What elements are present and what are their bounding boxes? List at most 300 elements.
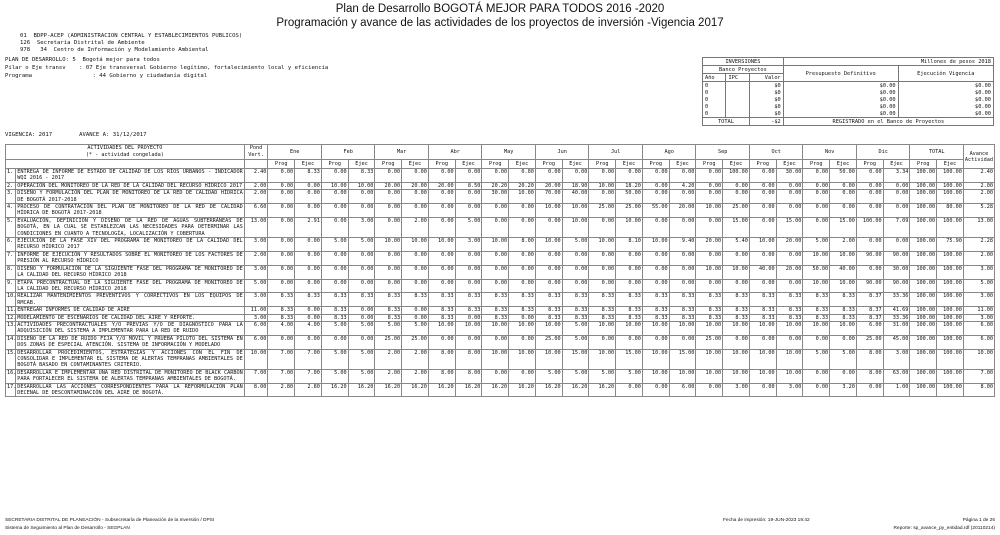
prog-value: 0.00	[642, 265, 669, 279]
prog-value: 40.00	[749, 265, 776, 279]
inv-registrado: REGISTRADO en el Banco de Proyectos	[783, 118, 993, 126]
avance-value: 5.28	[963, 204, 994, 218]
ejec-value: 0.00	[616, 265, 643, 279]
ejec-header: Ejec	[509, 160, 536, 169]
ejec-value: 8.00	[509, 238, 536, 252]
pond-value: 7.00	[244, 369, 268, 383]
prog-value: 0.00	[642, 251, 669, 265]
ejec-value: 0.00	[723, 190, 750, 204]
prog-value: 8.33	[375, 307, 402, 314]
activity-number: 11.	[7, 307, 17, 314]
ejec-value: 20.00	[776, 265, 803, 279]
ejec-value: 5.00	[348, 349, 375, 369]
prog-value: 0.00	[856, 383, 883, 397]
prog-value: 0.00	[535, 251, 562, 265]
avance-value: 11.00	[963, 307, 994, 314]
ejec-value: 5.00	[348, 369, 375, 383]
prog-value: 8.33	[803, 293, 830, 307]
prog-value: 0.00	[321, 251, 348, 265]
ejec-value: 40.00	[562, 190, 589, 204]
footer-fecha: Fecha de impresión: 19-JUN-2023 19:42	[723, 518, 810, 523]
ejec-value: 10.00	[723, 369, 750, 383]
ejec-value: 100.00	[937, 383, 964, 397]
prog-value: 10.00	[803, 279, 830, 293]
prog-value: 0.00	[803, 217, 830, 237]
ejec-value: 0.00	[402, 169, 429, 183]
activity-number: 2.	[6, 182, 16, 189]
prog-value: 10.00	[696, 204, 723, 218]
prog-value: 8.33	[321, 314, 348, 321]
ejec-value: 0.00	[455, 190, 482, 204]
prog-header: Prog	[268, 160, 295, 169]
inv-ipc-header: IPC	[726, 74, 749, 82]
prog-value: 0.00	[749, 182, 776, 189]
prog-value: 8.33	[321, 293, 348, 307]
prog-value: 8.33	[428, 307, 455, 314]
ejec-value: 8.33	[616, 307, 643, 314]
prog-header: Prog	[482, 160, 509, 169]
plan-line: Pilar o Eje transv : 07 Eje transversal Gobierno legítimo, fortalecimiento local y eficiencia	[5, 65, 329, 71]
ejec-value: 100.00	[937, 169, 964, 183]
inv-row	[703, 96, 994, 103]
ejec-value: 8.33	[830, 314, 857, 321]
prog-value: 10.00	[482, 321, 509, 335]
activity-number: 7.	[6, 251, 16, 265]
prog-value: 10.00	[642, 369, 669, 383]
ejec-header: Ejec	[723, 160, 750, 169]
ejec-value: 0.00	[295, 265, 322, 279]
ejec-header: Ejec	[402, 160, 429, 169]
prog-value: 10.00	[589, 182, 616, 189]
ejec-value: 0.00	[776, 190, 803, 204]
ejec-value: 4.00	[295, 321, 322, 335]
ejec-value: 8.33	[830, 293, 857, 307]
prog-value: 0.00	[589, 169, 616, 183]
footer-reporte: Reporte: sp_avance_py_entidad.rdf (20110214)	[893, 526, 995, 531]
ejec-value: 0.00	[402, 265, 429, 279]
prog-value: 0.00	[696, 190, 723, 204]
inv-anio: 0	[703, 82, 726, 90]
prog-value: 0.00	[803, 383, 830, 397]
ejec-value: 8.33	[348, 293, 375, 307]
ejec-value: 0.00	[883, 238, 910, 252]
ejec-value: 0.00	[509, 169, 536, 183]
activity-number: 13.	[6, 321, 16, 335]
ejec-value: 0.00	[562, 251, 589, 265]
month-header: Abr	[428, 145, 482, 160]
activity-description: DESARROLLAR LAS ACCIONES CORRESPONDIENTES PARA LA REFORMULACIÓN PLAN DECENAL DE DESCONTAMINACIÓN DEL AIRE DE BOGOTÁ.	[17, 383, 243, 396]
ejec-value: 8.33	[402, 293, 429, 307]
prog-value: 20.20	[482, 182, 509, 189]
ejec-value: 50.00	[616, 190, 643, 204]
ejec-value: 2.80	[295, 383, 322, 397]
activity-description: EJECUCIÓN DE LA FASE XIV DEL PROGRAMA DE MONITOREO DE LA CALIDAD DEL RECURSO HÍDRICO 2017	[17, 238, 243, 251]
prog-value: 10.00	[375, 238, 402, 252]
ejec-value: 33.36	[883, 293, 910, 307]
ejec-value: 0.00	[295, 204, 322, 218]
prog-value: 100.00	[856, 217, 883, 237]
prog-value: 8.33	[535, 307, 562, 314]
ejec-value: 0.00	[348, 265, 375, 279]
prog-value: 0.00	[642, 279, 669, 293]
prog-value: 10.00	[535, 204, 562, 218]
prog-value: 25.00	[856, 335, 883, 349]
ejec-value: 3.34	[883, 169, 910, 183]
ejec-value: 8.33	[669, 314, 696, 321]
ejec-value: 15.00	[723, 217, 750, 237]
ejec-header: Ejec	[348, 160, 375, 169]
ejec-value: 0.00	[402, 190, 429, 204]
ejec-value: 8.10	[616, 238, 643, 252]
prog-value: 90.00	[856, 279, 883, 293]
inversiones-table	[702, 57, 994, 126]
ejec-value: 0.00	[402, 307, 429, 314]
prog-value: 0.00	[856, 265, 883, 279]
ejec-value: 0.00	[348, 204, 375, 218]
inv-presupuesto: $0.00	[783, 89, 898, 96]
ejec-value: 8.33	[562, 293, 589, 307]
pond-value: 8.00	[244, 383, 268, 397]
prog-value: 0.00	[642, 182, 669, 189]
activity-description: INFORME DE EJECUCIÓN Y RESULTADOS SOBRE EL MONITOREO DE LOS FACTORES DE PRESIÓN AL RECURSO HÍDRICO	[17, 251, 243, 265]
avance-value: 3.00	[963, 265, 994, 279]
ejec-value: 100.00	[937, 265, 964, 279]
ejec-value: 0.00	[669, 190, 696, 204]
ejec-value: 10.00	[348, 182, 375, 189]
prog-value: 8.33	[803, 307, 830, 314]
month-header: Dic	[856, 145, 910, 160]
month-header: Ago	[642, 145, 696, 160]
prog-value: 10.00	[749, 238, 776, 252]
prog-value: 10.00	[642, 238, 669, 252]
prog-value: 8.33	[268, 307, 295, 314]
report-title: Plan de Desarrollo BOGOTÁ MEJOR PARA TODOS 2016 -2020	[335, 3, 665, 15]
prog-value: 0.00	[696, 383, 723, 397]
ejec-value: 0.00	[616, 335, 643, 349]
ejec-value: 0.00	[776, 182, 803, 189]
ejec-value: 0.00	[402, 314, 429, 321]
inv-anio: 0	[703, 110, 726, 118]
prog-value: 0.00	[268, 217, 295, 237]
activity-number: 3.	[6, 190, 16, 204]
prog-value: 20.00	[428, 182, 455, 189]
prog-value: 100.00	[910, 265, 937, 279]
ejec-value: 0.00	[776, 251, 803, 265]
prog-value: 0.00	[268, 190, 295, 204]
table-row	[6, 279, 995, 293]
ejec-value: 8.33	[723, 314, 750, 321]
prog-value: 8.33	[268, 293, 295, 307]
inv-presupuesto: $0.00	[783, 96, 898, 103]
prog-header: Prog	[375, 160, 402, 169]
ejec-value: 0.00	[348, 251, 375, 265]
footer-entity: SECRETARIA DISTRITAL DE PLANEACIÓN - Subsecretaría de Planeación de la Inversión / DPSI	[5, 518, 215, 523]
prog-value: 0.00	[375, 279, 402, 293]
ejec-value: 100.00	[937, 314, 964, 321]
ejec-value: 7.00	[295, 369, 322, 383]
ejec-value: 0.00	[402, 279, 429, 293]
prog-value: 0.00	[268, 279, 295, 293]
prog-value: 5.00	[321, 349, 348, 369]
entity-line: 126 Secretaría Distrital de Ambiente	[20, 40, 145, 46]
ejec-header: Ejec	[830, 160, 857, 169]
ejec-value: 100.00	[937, 279, 964, 293]
ejec-value: 0.00	[723, 182, 750, 189]
ejec-value: 5.00	[562, 321, 589, 335]
ejec-value: 15.00	[830, 217, 857, 237]
prog-value: 0.00	[749, 217, 776, 237]
prog-value: 0.00	[321, 335, 348, 349]
ejec-value: 1.00	[883, 383, 910, 397]
prog-value: 16.20	[321, 383, 348, 397]
prog-value: 8.33	[749, 293, 776, 307]
footer-pagina: Página 1 de 26	[962, 518, 995, 523]
ejec-value: 10.00	[562, 217, 589, 237]
entity-line: 978 34 Centro de Información y Modelamiento Ambiental	[20, 47, 209, 53]
prog-header: Prog	[535, 160, 562, 169]
activities-subheader	[6, 160, 245, 169]
ejec-value: 16.20	[348, 383, 375, 397]
ejec-value: 8.33	[455, 307, 482, 314]
prog-header: Prog	[696, 160, 723, 169]
prog-value: 8.33	[642, 314, 669, 321]
prog-value: 0.00	[482, 251, 509, 265]
inv-ipc	[726, 110, 749, 118]
table-row	[6, 182, 995, 189]
prog-value: 0.00	[268, 251, 295, 265]
ejec-value: 90.00	[883, 251, 910, 265]
avance-value: 13.00	[963, 217, 994, 237]
ejec-value: 0.00	[295, 279, 322, 293]
ejec-value: 7.09	[883, 217, 910, 237]
prog-value: 100.00	[910, 321, 937, 335]
ejec-value: 33.36	[883, 314, 910, 321]
ejec-value: 6.00	[669, 383, 696, 397]
ejec-value: 8.33	[830, 307, 857, 314]
prog-value: 10.00	[428, 238, 455, 252]
prog-value: 0.00	[482, 265, 509, 279]
ejec-value: 100.00	[723, 169, 750, 183]
prog-value: 10.00	[696, 265, 723, 279]
activities-header: ACTIVIDADES DEL PROYECTO (* - actividad congelada)	[6, 145, 245, 160]
avance-value: 10.00	[963, 349, 994, 369]
activity-description: DISEÑO Y FORMULACIÓN DEL PLAN DE MONITOREO DE LA RED DE CALIDAD HÍDRICA DE BOGOTÁ 2017-2018	[17, 190, 243, 203]
ejec-header: Ejec	[937, 160, 964, 169]
ejec-value: 30.00	[883, 265, 910, 279]
prog-value: 10.00	[428, 321, 455, 335]
ejec-value: 10.00	[616, 321, 643, 335]
ejec-value: 20.00	[669, 204, 696, 218]
inv-ejecucion: $0.00	[898, 89, 993, 96]
table-row	[6, 369, 995, 383]
inv-anio-header: Año	[703, 74, 726, 82]
ejec-value: 0.00	[669, 335, 696, 349]
prog-value: 8.33	[589, 314, 616, 321]
ejec-value: 25.00	[723, 204, 750, 218]
prog-value: 0.00	[642, 169, 669, 183]
prog-value: 0.00	[749, 190, 776, 204]
pond-value: 3.00	[244, 293, 268, 307]
ejec-value: 20.00	[402, 182, 429, 189]
prog-value: 100.00	[910, 238, 937, 252]
ejec-value: 0.00	[402, 204, 429, 218]
ejec-value: 30.00	[776, 169, 803, 183]
table-row	[6, 335, 995, 349]
ejec-value: 2.00	[402, 369, 429, 383]
prog-value: 0.00	[803, 182, 830, 189]
prog-value: 10.00	[321, 182, 348, 189]
ejec-value: 0.00	[669, 251, 696, 265]
activity-description: PROCESO DE CONTRATACIÓN DEL PLAN DE MONITOREO DE LA RED DE CALIDAD HÍDRICA DE BOGOTÁ 2017-2018	[17, 204, 243, 217]
ejec-value: 25.00	[402, 335, 429, 349]
plan-line: PLAN DE DESARROLLO: 5 Bogotá mejor para todos	[5, 57, 160, 63]
prog-value: 8.37	[856, 293, 883, 307]
ejec-value: 16.20	[509, 383, 536, 397]
ejec-value: 10.00	[509, 190, 536, 204]
month-header: Oct	[749, 145, 803, 160]
ejec-value: 0.00	[455, 265, 482, 279]
inv-valor: $0	[749, 82, 783, 90]
ejec-value: 41.69	[883, 307, 910, 314]
ejec-value: 10.00	[776, 369, 803, 383]
prog-value: 8.33	[803, 314, 830, 321]
prog-value: 5.00	[589, 369, 616, 383]
ejec-value: 5.00	[562, 369, 589, 383]
prog-value: 100.00	[910, 204, 937, 218]
ejec-value: 0.00	[616, 251, 643, 265]
inv-anio: 0	[703, 89, 726, 96]
prog-header: Prog	[910, 160, 937, 169]
ejec-value: 0.00	[723, 335, 750, 349]
ejec-value: 10.00	[402, 238, 429, 252]
prog-value: 0.00	[375, 190, 402, 204]
prog-value: 0.00	[535, 265, 562, 279]
avance-value: 2.00	[963, 251, 994, 265]
prog-value: 10.00	[535, 349, 562, 369]
inv-anio: 0	[703, 103, 726, 110]
prog-value: 5.00	[803, 238, 830, 252]
ejec-value: 16.20	[562, 383, 589, 397]
inv-total-label: TOTAL	[703, 118, 750, 126]
ejec-value: 0.00	[883, 204, 910, 218]
ejec-value: 50.00	[830, 169, 857, 183]
inv-row	[703, 89, 994, 96]
table-row	[6, 217, 995, 237]
prog-value: 0.00	[696, 217, 723, 237]
ejec-value: 0.00	[455, 314, 482, 321]
table-row	[6, 265, 995, 279]
ejec-header: Ejec	[883, 160, 910, 169]
ejec-value: 7.00	[295, 349, 322, 369]
ejec-value: 3.00	[776, 383, 803, 397]
ejec-value: 5.00	[348, 238, 375, 252]
prog-value: 8.33	[696, 307, 723, 314]
ejec-value: 0.00	[402, 251, 429, 265]
table-row	[6, 169, 995, 183]
ejec-value: 10.00	[723, 265, 750, 279]
ejec-value: 8.33	[295, 293, 322, 307]
ejec-value: 3.00	[348, 217, 375, 237]
ejec-value: 8.33	[295, 169, 322, 183]
prog-value: 20.00	[535, 182, 562, 189]
ejec-value: 0.00	[509, 279, 536, 293]
prog-value: 0.00	[375, 169, 402, 183]
ejec-value: 0.00	[509, 265, 536, 279]
prog-value: 50.00	[803, 265, 830, 279]
activity-number: 9.	[6, 279, 16, 293]
pond-value: 13.00	[244, 217, 268, 237]
avance-value: 2.28	[963, 238, 994, 252]
inv-valor: $0	[749, 89, 783, 96]
inv-row	[703, 110, 994, 118]
table-row	[6, 204, 995, 218]
ejec-value: 8.33	[455, 293, 482, 307]
prog-value: 55.00	[642, 204, 669, 218]
ejec-value: 3.00	[723, 383, 750, 397]
ejec-value: 0.00	[295, 238, 322, 252]
prog-value: 30.00	[482, 190, 509, 204]
ejec-value: 0.00	[509, 217, 536, 237]
ejec-value: 20.00	[776, 238, 803, 252]
prog-value: 0.00	[696, 251, 723, 265]
activity-description: ENTREGAR INFORMES DE CALIDAD DE AIRE	[16, 307, 244, 314]
avance-value: 7.00	[963, 369, 994, 383]
prog-value: 0.00	[428, 204, 455, 218]
table-row	[6, 293, 995, 307]
prog-value: 8.00	[856, 349, 883, 369]
ejec-value: 5.00	[562, 238, 589, 252]
ejec-value: 0.00	[295, 251, 322, 265]
ejec-value: 2.00	[402, 217, 429, 237]
pond-value: 6.00	[244, 321, 268, 335]
month-header: TOTAL	[910, 145, 964, 160]
ejec-value: 18.20	[616, 182, 643, 189]
avance-value: 3.00	[963, 293, 994, 307]
table-row	[6, 307, 995, 314]
ejec-value: 4.20	[669, 182, 696, 189]
ejec-value: 10.00	[830, 279, 857, 293]
prog-value: 0.00	[749, 383, 776, 397]
ejec-value: 100.00	[937, 217, 964, 237]
inv-presupuesto-header: Presupuesto Definitivo	[783, 66, 898, 82]
ejec-value: 10.00	[723, 321, 750, 335]
prog-value: 0.00	[482, 204, 509, 218]
prog-header: Prog	[428, 160, 455, 169]
ejec-value: 0.00	[348, 307, 375, 314]
prog-value: 0.00	[535, 169, 562, 183]
ejec-value: 16.20	[455, 383, 482, 397]
ejec-value: 0.00	[723, 279, 750, 293]
activity-description: EVALUACIÓN, DEFINICIÓN Y DISEÑO DE LA RED DE AGUAS SUBTERRÁNEAS DE BOGOTÁ, EN LA CUAL SE ESTABLEZCAN LAS NECESIDADES PARA DETERMINAR LAS CONDICIONES EN CUANTO A TECNOLOGÍA, LOCALIZACIÓN Y COBERTURA	[17, 217, 243, 237]
prog-value: 70.00	[535, 190, 562, 204]
prog-value: 2.00	[375, 349, 402, 369]
ejec-value: 8.33	[616, 293, 643, 307]
ejec-value: 0.00	[883, 182, 910, 189]
prog-value: 8.00	[428, 369, 455, 383]
pond-value: 6.60	[244, 204, 268, 218]
month-header: Nov	[803, 145, 857, 160]
prog-header: Prog	[856, 160, 883, 169]
ejec-value: 8.50	[455, 182, 482, 189]
prog-value: 100.00	[910, 349, 937, 369]
prog-value: 0.00	[428, 279, 455, 293]
prog-value: 0.00	[856, 169, 883, 183]
prog-value: 10.00	[696, 369, 723, 383]
inv-total-value: -$2	[749, 118, 783, 126]
inv-row	[703, 82, 994, 90]
inv-anio: 0	[703, 96, 726, 103]
prog-value: 0.00	[749, 169, 776, 183]
